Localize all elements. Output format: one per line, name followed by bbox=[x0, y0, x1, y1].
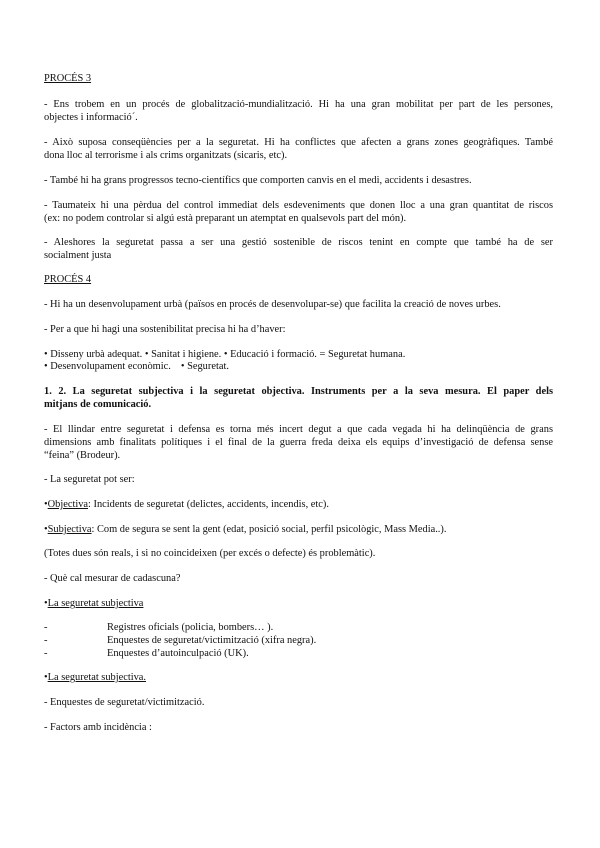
proces3-p2-line1: - Això suposa conseqüències per a la seguretat. Hi ha conflictes que afecten a grans zones geogràfiques. També bbox=[44, 137, 553, 148]
list-item-text: Enquestes de seguretat/victimització (xifra negra). bbox=[107, 635, 317, 646]
section-p1-line3: “feina” (Brodeur). bbox=[44, 450, 121, 461]
objective-label: Objectiva bbox=[47, 499, 89, 510]
bullet: • bbox=[44, 499, 48, 510]
section-p4: - Què cal mesurar de cadascuna? bbox=[44, 573, 181, 584]
section-heading-line1: 1. 2. La seguretat subjectiva i la seguretat objectiva. Instruments per a la seva mesura. El paper dels bbox=[44, 386, 553, 397]
list-item-text: Enquestes d’autoinculpació (UK). bbox=[107, 648, 249, 659]
section-p1-line2: dimensions amb finalitats polítiques i el final de la guerra freda deixa els equips d’investigació de defensa sense bbox=[44, 437, 553, 448]
bullet: • bbox=[44, 524, 48, 535]
proces3-heading: PROCÉS 3 bbox=[44, 73, 92, 84]
section-p1-line1: - El llindar entre seguretat i defensa es torna més incert degut a que cada vegada hi ha delinqüència de grans bbox=[44, 424, 553, 435]
subjective-text: : Com de segura se sent la gent (edat, posició social, perfil psicològic, Mass Media..). bbox=[91, 524, 447, 535]
proces4-bullets-line1: • Disseny urbà adequat. • Sanitat i higiene. • Educació i formació. = Seguretat humana. bbox=[44, 349, 406, 360]
list-dash: - bbox=[44, 635, 48, 646]
proces4-p2: - Per a que hi hagi una sostenibilitat precisa hi ha d’haver: bbox=[44, 324, 286, 335]
proces3-p1-line1: - Ens trobem en un procés de globalització-mundialització. Hi ha una gran mobilitat per part de les persones, bbox=[44, 99, 553, 110]
proces3-p5-line2: socialment justa bbox=[44, 250, 112, 261]
proces3-p5-line1: - Aleshores la seguretat passa a ser una gestió sostenible de riscos tenint en compte que també ha de ser bbox=[44, 237, 553, 248]
proces3-p1-line2: objectes i informació´. bbox=[44, 112, 138, 123]
bullet-economic-development: • Desenvolupament econòmic. bbox=[44, 361, 171, 372]
subheading-subjective-1 bbox=[44, 597, 143, 610]
section-p5: - Enquestes de seguretat/victimització. bbox=[44, 697, 205, 708]
bullet: • bbox=[44, 598, 48, 609]
subheading-label: La seguretat subjectiva bbox=[47, 598, 144, 609]
list-item-text: Registres oficials (policia, bombers… ). bbox=[107, 622, 274, 633]
subheading-subjective-2 bbox=[44, 671, 146, 684]
subjective-item bbox=[44, 523, 446, 536]
list-dash: - bbox=[44, 622, 48, 633]
subheading-label: La seguretat subjectiva. bbox=[47, 672, 147, 683]
proces4-heading: PROCÉS 4 bbox=[44, 274, 92, 285]
section-p6: - Factors amb incidència : bbox=[44, 722, 152, 733]
section-p3: (Totes dues són reals, i si no coincideixen (per excés o defecte) és problemàtic). bbox=[44, 548, 376, 559]
bullet-security: • Seguretat. bbox=[180, 361, 229, 372]
proces3-p4-line1: - Taumateix hi una pèrdua del control immediat dels esdeveniments que donen lloc a una gran quantitat de riscos bbox=[44, 200, 553, 211]
section-heading-line2: mitjans de comunicació. bbox=[44, 399, 152, 410]
subjective-label: Subjectiva bbox=[47, 524, 92, 535]
proces3-p4-line2: (ex: no podem controlar si algú està preparant un atemptat en qualsevols part del món). bbox=[44, 213, 407, 224]
proces3-p2-line2: dona lloc al terrorisme i als crims organitzats (sicaris, etc). bbox=[44, 150, 288, 161]
section-p2: - La seguretat pot ser: bbox=[44, 474, 135, 485]
proces3-p3: - També hi ha grans progressos tecno-científics que comporten canvis en el medi, accidents i desastres. bbox=[44, 175, 472, 186]
bullet: • bbox=[44, 672, 48, 683]
list-dash: - bbox=[44, 648, 48, 659]
proces4-p1: - Hi ha un desenvolupament urbà (països en procés de desenvolupar-se) que facilita la creació de noves urbes. bbox=[44, 299, 501, 310]
proces4-bullets-line2 bbox=[44, 360, 229, 373]
objective-text: : Incidents de seguretat (delictes, accidents, incendis, etc). bbox=[88, 499, 329, 510]
objective-item bbox=[44, 498, 329, 511]
